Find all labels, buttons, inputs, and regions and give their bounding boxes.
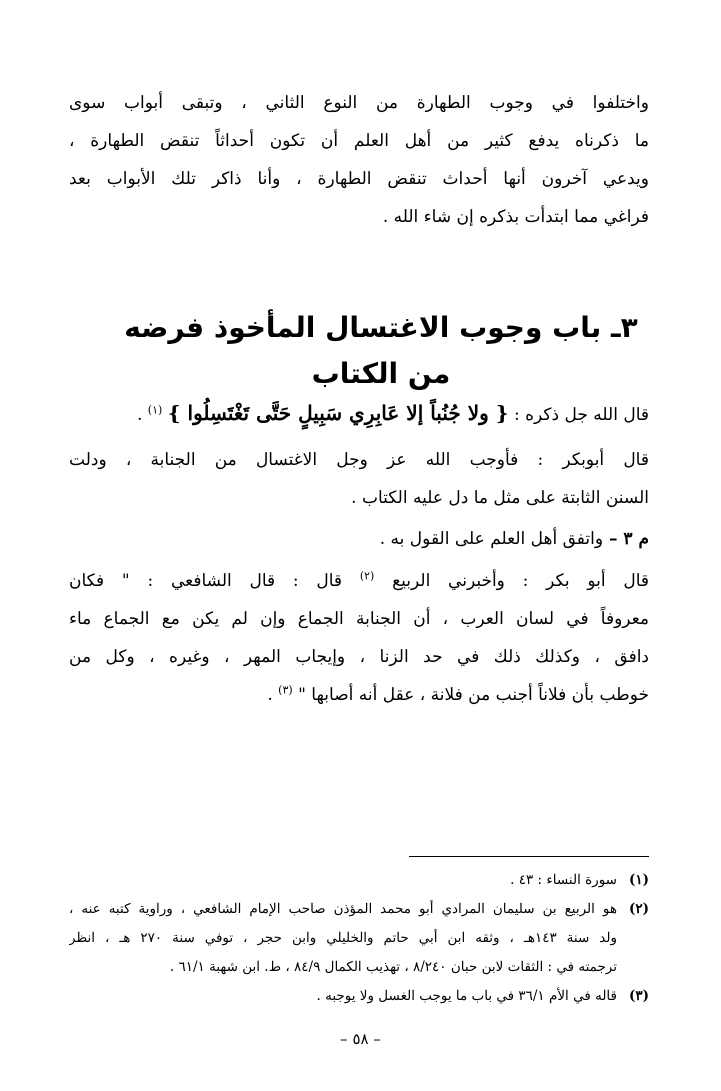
shafii-line-4-a: خوطب بأن فلاناً أجنب من فلانة ، عقل أنه أصابها " <box>298 685 649 705</box>
footnote-ref-1[interactable]: (١) <box>147 403 163 417</box>
footnotes <box>69 866 649 1011</box>
intro-line-4: فراغي مما ابتدأت بذكره إن شاء الله . <box>382 207 649 227</box>
footnote-1-number: (١) <box>628 872 649 888</box>
footnote-1 <box>69 866 649 895</box>
footnote-3-line-1: قاله في الأم ٣٦/١ في باب ما يوجب الغسل ولا يوجبه . <box>316 988 617 1004</box>
footnote-2 <box>69 895 649 982</box>
shafii-line-1-b: قال : قال الشافعي : " فكان <box>69 571 343 591</box>
abubakr-line-2: السنن الثابتة على مثل ما دل عليه الكتاب . <box>351 488 649 508</box>
shafii-line-1-a: قال أبو بكر : وأخبرني الربيع <box>392 571 649 591</box>
consensus-line <box>380 520 649 558</box>
footnote-ref-2[interactable]: (٢) <box>359 569 375 583</box>
intro-paragraph <box>69 84 649 236</box>
footnote-1-line-1: سورة النساء : ٤٣ . <box>510 872 617 888</box>
shafii-line-4-b: . <box>267 685 273 705</box>
footnote-2-text <box>69 895 617 982</box>
intro-line-1: واختلفوا في وجوب الطهارة من النوع الثاني ، وتبقى أبواب سوى <box>69 93 649 113</box>
shafii-line-1 <box>69 562 649 600</box>
quran-end: . <box>136 405 143 425</box>
footnote-1-text <box>69 866 617 895</box>
footnote-2-line-1: هو الربيع بن سليمان المرادي أبو محمد المؤذن صاحب الإمام الشافعي ، وراوية كتبه عنه ، <box>69 901 617 917</box>
footnote-2-line-2: ولد سنة ١٤٣هـ ، وثقه ابن أبي حاتم والخليلي وابن حجر ، توفي سنة ٢٧٠ هـ ، انظر <box>69 930 617 946</box>
shafii-line-4 <box>69 676 649 714</box>
abubakr-line-1: قال أبوبكر : فأوجب الله عز وجل الاغتسال من الجنابة ، ودلت <box>69 450 649 470</box>
footnote-separator <box>409 856 649 857</box>
quran-lead: قال الله جل ذكره : <box>514 405 649 425</box>
shafii-paragraph <box>69 562 649 714</box>
footnote-3-text <box>69 982 617 1011</box>
footnote-3-number: (٣) <box>628 988 649 1004</box>
consensus-text: واتفق أهل العلم على القول به . <box>379 529 604 549</box>
quran-verse: { ولا جُنُباً إلا عَابِرِي سَبِيلٍ حَتَّى تَغْتَسِلُوا } <box>167 401 509 425</box>
shafii-line-3: دافق ، وكذلك ذلك في حد الزنا ، وإيجاب المهر ، وغيره ، وكل من <box>69 647 649 667</box>
quran-line <box>69 394 649 434</box>
page-number: – ٥٨ – <box>340 1030 381 1048</box>
chapter-heading: ٣ـ باب وجوب الاغتسال المأخوذ فرضه من الكتاب <box>124 311 638 390</box>
footnote-2-line-3: ترجمته في : الثقات لابن حبان ٨/٢٤٠ ، تهذيب الكمال ٨٤/٩ ، ط. ابن شهبة ٦١/١ . <box>169 959 617 975</box>
consensus-marker: م ٣ – <box>608 529 649 549</box>
quran-paragraph <box>69 394 649 434</box>
intro-line-2: ما ذكرناه يدفع كثير من أهل العلم أن تكون أحداثاً تنقض الطهارة ، <box>69 131 649 151</box>
shafii-line-2: معروفاً في لسان العرب ، أن الجنابة الجماع وإن لم يكن مع الجماع ماء <box>69 609 649 629</box>
abubakr-paragraph <box>69 441 649 517</box>
footnote-3 <box>69 982 649 1011</box>
intro-line-3: ويدعي آخرون أنها أحداث تنقض الطهارة ، وأنا ذاكر تلك الأبواب بعد <box>69 169 649 189</box>
footnote-2-number: (٢) <box>628 901 649 917</box>
footnote-ref-3[interactable]: (٣) <box>278 683 293 697</box>
